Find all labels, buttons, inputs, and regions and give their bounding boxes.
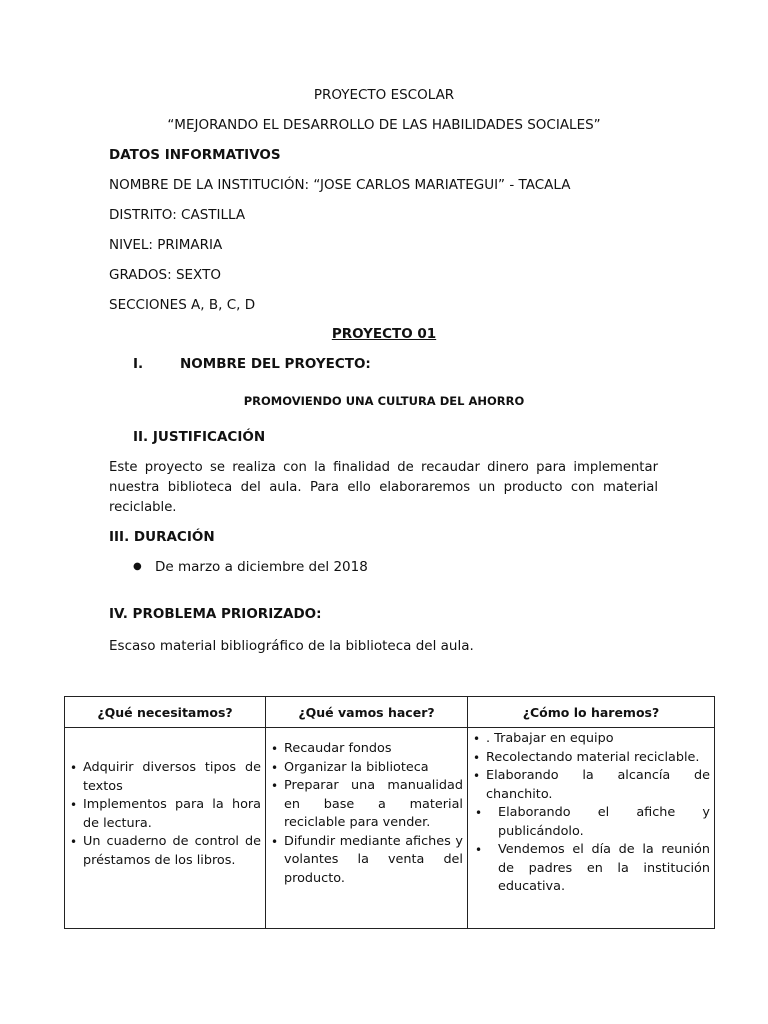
table-header-row — [65, 697, 715, 728]
list-item: • . Trabajar en equipo — [472, 730, 710, 749]
project-name: PROMOVIENDO UNA CULTURA DEL AHORRO — [243, 394, 525, 408]
list-item: • Recolectando material reciclable. — [472, 749, 710, 768]
cell-necesitamos — [65, 728, 266, 929]
como-lo-haremos-list — [472, 730, 710, 804]
list-item: • Implementos para la hora de lectura. — [69, 796, 261, 833]
table-row — [65, 728, 715, 929]
como-lo-haremos-list-indented — [472, 804, 710, 897]
secciones-line: SECCIONES A, B, C, D — [109, 297, 256, 313]
list-item: • Organizar la biblioteca — [270, 759, 463, 778]
datos-heading: DATOS INFORMATIVOS — [109, 147, 281, 163]
grados-line: GRADOS: SEXTO — [109, 267, 221, 283]
duracion-text: De marzo a diciembre del 2018 — [155, 559, 368, 575]
list-item: • Vendemos el día de la reunión de padres en la institución educativa. — [472, 841, 710, 897]
plan-table — [64, 696, 715, 929]
list-item: • Recaudar fondos — [270, 740, 463, 759]
list-item: • Adquirir diversos tipos de textos — [69, 759, 261, 796]
institucion-line: NOMBRE DE LA INSTITUCIÓN: “JOSE CARLOS MARIATEGUI” - TACALA — [109, 177, 571, 193]
list-item: • Un cuaderno de control de préstamos de los libros. — [69, 833, 261, 870]
necesitamos-list — [69, 759, 261, 870]
header-que-vamos-hacer: ¿Qué vamos hacer? — [266, 697, 468, 728]
cell-como-lo-haremos — [468, 728, 715, 929]
document-title: PROYECTO ESCOLAR — [313, 87, 455, 103]
document-subtitle: “MEJORANDO EL DESARROLLO DE LAS HABILIDADES SOCIALES” — [167, 117, 601, 133]
list-item: • Preparar una manualidad en base a material reciclable para vender. — [270, 777, 463, 833]
list-item: • Elaborando el afiche y publicándolo. — [472, 804, 710, 841]
bullet-icon: ● — [133, 561, 142, 572]
header-como-lo-haremos: ¿Cómo lo haremos? — [468, 697, 715, 728]
list-item: • Elaborando la alcancía de chanchito. — [472, 767, 710, 804]
problema-text: Escaso material bibliográfico de la biblioteca del aula. — [109, 638, 474, 654]
duracion-item — [133, 559, 368, 575]
section3-title: III. DURACIÓN — [109, 529, 215, 545]
list-item: • Difundir mediante afiches y volantes la venta del producto. — [270, 833, 463, 889]
distrito-line: DISTRITO: CASTILLA — [109, 207, 246, 223]
section4-title: IV. PROBLEMA PRIORIZADO: — [109, 606, 322, 622]
section1-number: I. — [133, 356, 144, 372]
nivel-line: NIVEL: PRIMARIA — [109, 237, 223, 253]
header-que-necesitamos: ¿Qué necesitamos? — [65, 697, 266, 728]
justificacion-paragraph: Este proyecto se realiza con la finalidad de recaudar dinero para implementar nuestra biblioteca del aula. Para ello elaboraremos un producto con material reciclable. — [109, 460, 658, 515]
proyecto-label: PROYECTO 01 — [331, 326, 437, 342]
section2-title: II. JUSTIFICACIÓN — [133, 429, 266, 445]
cell-vamos-hacer — [266, 728, 468, 929]
section1-title: NOMBRE DEL PROYECTO: — [180, 356, 371, 372]
vamos-hacer-list — [270, 740, 463, 888]
